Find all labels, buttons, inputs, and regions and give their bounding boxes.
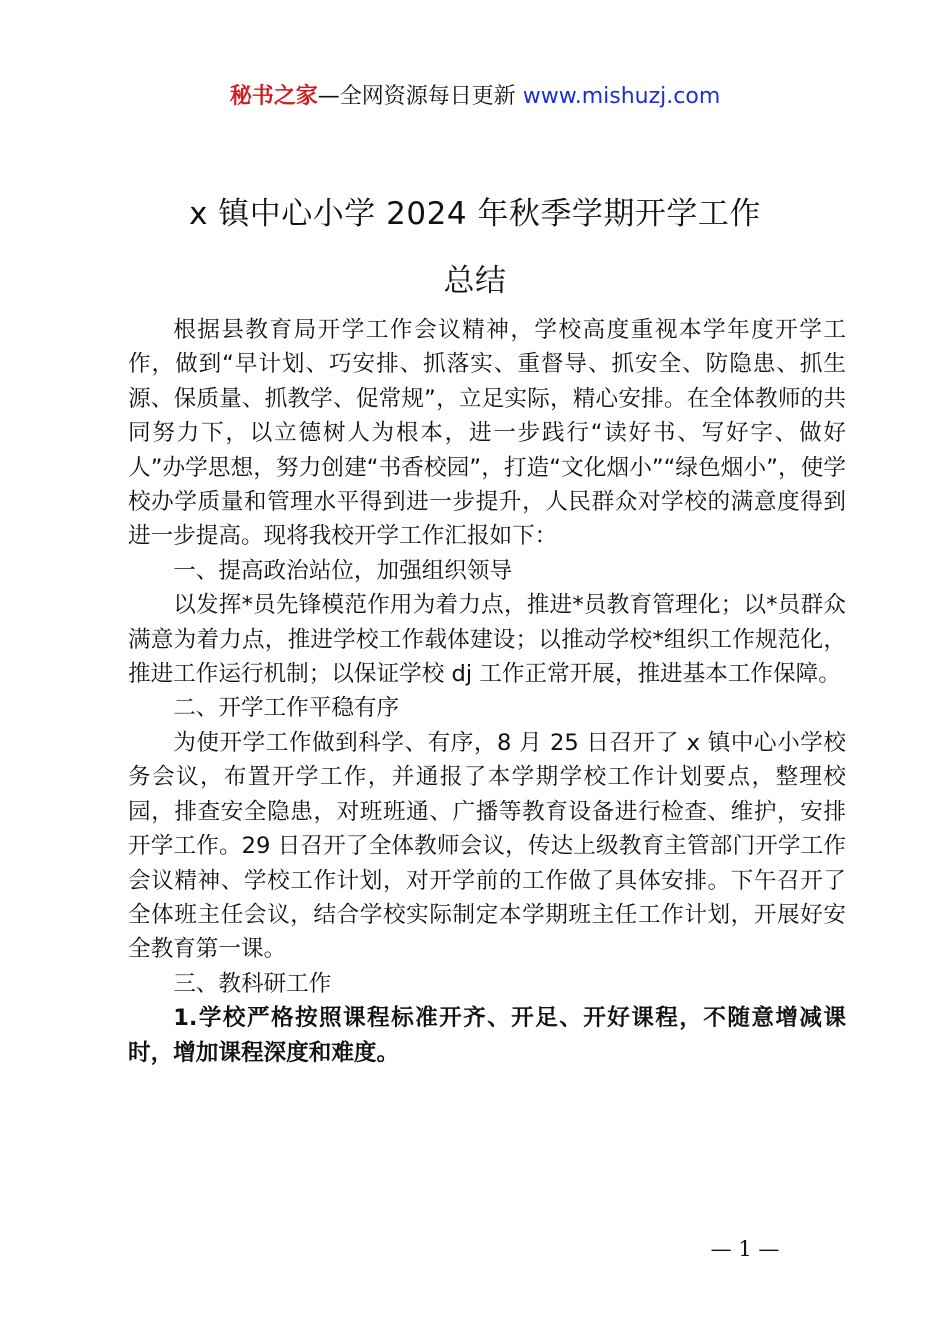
section-paragraph-1: 以发挥*员先锋模范作用为着力点，推进*员教育管理化；以*员群众满意为着力点，推进学校工作载体建设；以推动学校*组织工作规范化，推进工作运行机制；以保证学校 dj 工作正常开展，推进基本工作保障。 (128, 592, 846, 688)
section-paragraph-2: 为使开学工作做到科学、有序，8 月 25 日召开了 x 镇中心小学校务会议，布置开学工作，并通报了本学期学校工作计划要点，整理校园，排查安全隐患，对班班通、广播等教育设备进行检查、维护，安排开学工作。29 日召开了全体教师会议，传达上级教育主管部门开学工作会议精神、学校工作计划，对开学前的工作做了具体安排。下午召开了全体班主任会议，结合学校实际制定本学期班主任工作计划，开展好安全教育第一课。 (128, 729, 846, 963)
section-heading-2: 二、开学工作平稳有序 (173, 695, 400, 722)
page-number: — 1 — (710, 1237, 780, 1261)
document-body (128, 313, 846, 1070)
intro-paragraph: 根据县教育局开学工作会议精神，学校高度重视本学年度开学工作，做到“早计划、巧安排、抓落实、重督导、抓安全、防隐患、抓生源、保质量、抓教学、促常规”，立足实际，精心安排。在全体教师的共同努力下，以立德树人为根本，进一步践行“读好书、写好字、做好人”办学思想，努力创建“书香校园”，打造“文化烟小”“绿色烟小”，使学校办学质量和管理水平得到进一步提升，人民群众对学校的满意度得到进一步提高。现将我校开学工作汇报如下： (128, 317, 846, 550)
header-tagline: —全网资源每日更新 (317, 84, 523, 109)
site-url[interactable]: www.mishuzj.com (522, 84, 721, 109)
document-title-line-1: x 镇中心小学 2024 年秋季学期开学工作 (189, 196, 761, 232)
site-header (0, 80, 950, 114)
section-heading-1: 一、提高政治站位，加强组织领导 (173, 557, 513, 584)
brand-name: 秘书之家 (229, 84, 318, 109)
document-title-line-2: 总结 (443, 263, 507, 299)
section-heading-3: 三、教科研工作 (173, 970, 332, 997)
bold-item-1: 1.学校严格按照课程标准开齐、开足、开好课程，不随意增减课时，增加课程深度和难度。 (128, 1005, 846, 1066)
